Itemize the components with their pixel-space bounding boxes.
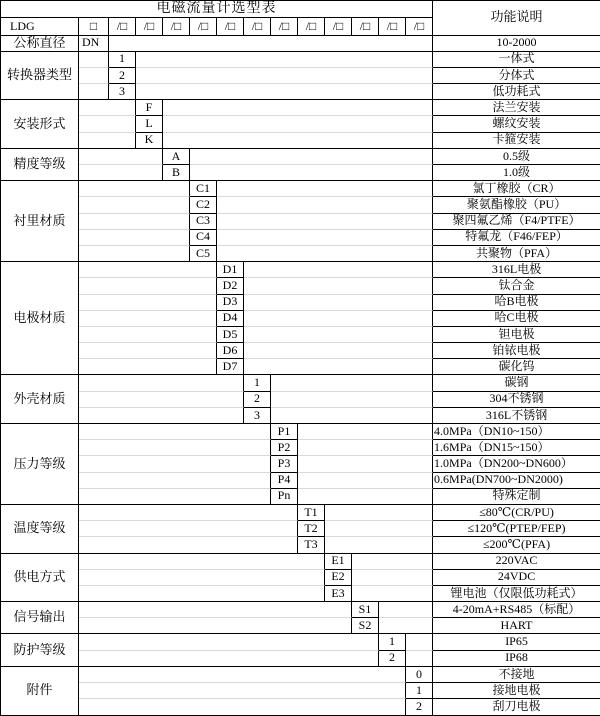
- empty-cell: [325, 537, 433, 553]
- code-cell: D7: [217, 359, 244, 375]
- description-cell: 聚氨酯橡胶（PU）: [433, 197, 600, 213]
- description-cell: 铂铱电极: [433, 343, 600, 359]
- empty-cell: [325, 505, 433, 521]
- empty-cell: [271, 408, 433, 424]
- code-cell: 3: [244, 408, 271, 424]
- description-cell: 低功耗式: [433, 84, 600, 100]
- empty-cell: [79, 295, 217, 311]
- group-label: 压力等级: [1, 424, 79, 505]
- description-cell: 聚四氟乙烯（F4/PTFE）: [433, 214, 600, 230]
- group-label: 安装形式: [1, 100, 79, 149]
- code-cell: C4: [190, 230, 217, 246]
- description-cell: 钛合金: [433, 278, 600, 294]
- empty-cell: [136, 84, 433, 100]
- code-cell: P4: [271, 473, 298, 489]
- description-cell: 哈B电极: [433, 295, 600, 311]
- code-cell: S2: [352, 618, 379, 634]
- empty-cell: [79, 602, 352, 618]
- description-cell: 碳钢: [433, 375, 600, 391]
- code-cell: B: [163, 165, 190, 181]
- model-slot: /□: [136, 18, 163, 35]
- empty-cell: [79, 424, 271, 440]
- empty-cell: [244, 295, 433, 311]
- code-cell: 0: [406, 667, 433, 683]
- empty-cell: [79, 489, 271, 505]
- description-cell: 接地电极: [433, 683, 600, 699]
- description-cell: ≤120℃(PTEP/FEP): [433, 521, 600, 537]
- code-cell: E1: [325, 554, 352, 570]
- empty-cell: [244, 311, 433, 327]
- description-cell: 一体式: [433, 52, 600, 68]
- empty-cell: [298, 473, 433, 489]
- empty-cell: [79, 408, 244, 424]
- description-cell: 10-2000: [433, 36, 600, 52]
- model-slot: /□: [352, 18, 379, 35]
- empty-cell: [79, 554, 325, 570]
- description-cell: 不接地: [433, 667, 600, 683]
- empty-cell: [79, 683, 406, 699]
- empty-cell: [79, 149, 163, 165]
- model-slot: /□: [406, 18, 433, 35]
- model-slot: /□: [271, 18, 298, 35]
- empty-cell: [271, 392, 433, 408]
- group-label: 附件: [1, 667, 79, 716]
- empty-cell: [79, 311, 217, 327]
- description-cell: 分体式: [433, 68, 600, 84]
- empty-cell: [379, 602, 433, 618]
- code-cell: K: [136, 133, 163, 149]
- empty-cell: [79, 440, 271, 456]
- empty-cell: [79, 84, 109, 100]
- description-cell: 24VDC: [433, 570, 600, 586]
- empty-cell: [379, 618, 433, 634]
- group-label: 电极材质: [1, 262, 79, 375]
- empty-cell: [217, 246, 433, 262]
- empty-cell: [79, 230, 190, 246]
- code-cell: 2: [379, 651, 406, 667]
- code-cell: D2: [217, 278, 244, 294]
- code-cell: 1: [379, 634, 406, 650]
- description-cell: 1.6MPa（DN15~150）: [433, 440, 600, 456]
- model-slot: /□: [163, 18, 190, 35]
- group-label: 供电方式: [1, 554, 79, 603]
- empty-cell: [109, 36, 433, 52]
- empty-cell: [79, 473, 271, 489]
- table-title: 电磁流量计选型表: [1, 1, 433, 18]
- empty-cell: [244, 262, 433, 278]
- group-label: 外壳材质: [1, 375, 79, 424]
- description-cell: 氯丁橡胶（CR）: [433, 181, 600, 197]
- empty-cell: [79, 651, 379, 667]
- empty-cell: [352, 570, 433, 586]
- empty-cell: [136, 52, 433, 68]
- code-cell: L: [136, 116, 163, 132]
- description-cell: 0.5级: [433, 149, 600, 165]
- description-cell: 法兰安装: [433, 100, 600, 116]
- description-cell: 4-20mA+RS485（标配）: [433, 602, 600, 618]
- empty-cell: [406, 634, 433, 650]
- group-label: 衬里材质: [1, 181, 79, 262]
- group-label: 防护等级: [1, 634, 79, 666]
- code-cell: C3: [190, 214, 217, 230]
- description-cell: 304不锈钢: [433, 392, 600, 408]
- empty-cell: [298, 424, 433, 440]
- empty-cell: [79, 505, 298, 521]
- empty-cell: [79, 68, 109, 84]
- empty-cell: [79, 52, 109, 68]
- empty-cell: [79, 327, 217, 343]
- empty-cell: [217, 197, 433, 213]
- code-cell: 1: [109, 52, 136, 68]
- description-cell: 特氟龙（F46/FEP）: [433, 230, 600, 246]
- code-cell: C5: [190, 246, 217, 262]
- model-slot: /□: [190, 18, 217, 35]
- description-cell: 1.0级: [433, 165, 600, 181]
- empty-cell: [79, 634, 379, 650]
- code-cell: 2: [406, 699, 433, 716]
- code-cell: P2: [271, 440, 298, 456]
- code-cell: D6: [217, 343, 244, 359]
- model-slot: /□: [109, 18, 136, 35]
- code-cell: A: [163, 149, 190, 165]
- code-cell: T1: [298, 505, 325, 521]
- code-cell: D3: [217, 295, 244, 311]
- code-cell: 1: [406, 683, 433, 699]
- code-cell: 3: [109, 84, 136, 100]
- group-label: 温度等级: [1, 505, 79, 554]
- code-cell: T2: [298, 521, 325, 537]
- empty-cell: [79, 570, 325, 586]
- code-cell: DN: [79, 36, 109, 52]
- empty-cell: [79, 456, 271, 472]
- empty-cell: [79, 100, 136, 116]
- description-cell: IP65: [433, 634, 600, 650]
- empty-cell: [79, 521, 298, 537]
- empty-cell: [79, 667, 406, 683]
- empty-cell: [244, 278, 433, 294]
- model-box: □: [79, 18, 109, 35]
- empty-cell: [79, 699, 406, 716]
- code-cell: E3: [325, 586, 352, 602]
- description-cell: 刮刀电极: [433, 699, 600, 716]
- description-cell: 钽电极: [433, 327, 600, 343]
- empty-cell: [244, 359, 433, 375]
- empty-cell: [298, 456, 433, 472]
- description-cell: 4.0MPa（DN10~150）: [433, 424, 600, 440]
- description-cell: 316L不锈钢: [433, 408, 600, 424]
- empty-cell: [79, 375, 244, 391]
- empty-cell: [244, 327, 433, 343]
- description-cell: HART: [433, 618, 600, 634]
- empty-cell: [217, 230, 433, 246]
- empty-cell: [79, 343, 217, 359]
- description-cell: 碳化钨: [433, 359, 600, 375]
- empty-cell: [79, 116, 136, 132]
- code-cell: P1: [271, 424, 298, 440]
- empty-cell: [79, 181, 190, 197]
- empty-cell: [298, 440, 433, 456]
- empty-cell: [79, 537, 298, 553]
- description-cell: 螺纹安装: [433, 116, 600, 132]
- code-cell: D4: [217, 311, 244, 327]
- code-cell: 2: [109, 68, 136, 84]
- description-cell: 1.0MPa（DN200~DN600）: [433, 456, 600, 472]
- empty-cell: [163, 100, 433, 116]
- empty-cell: [79, 392, 244, 408]
- model-slot: /□: [244, 18, 271, 35]
- code-cell: C1: [190, 181, 217, 197]
- description-cell: IP68: [433, 651, 600, 667]
- code-cell: 2: [244, 392, 271, 408]
- description-cell: 哈C电极: [433, 311, 600, 327]
- empty-cell: [79, 278, 217, 294]
- empty-cell: [352, 586, 433, 602]
- description-cell: 特殊定制: [433, 489, 600, 505]
- empty-cell: [79, 262, 217, 278]
- description-cell: 316L电极: [433, 262, 600, 278]
- code-cell: P3: [271, 456, 298, 472]
- code-cell: T3: [298, 537, 325, 553]
- empty-cell: [217, 181, 433, 197]
- empty-cell: [325, 521, 433, 537]
- code-cell: D5: [217, 327, 244, 343]
- group-label: 公称直径: [1, 36, 79, 52]
- empty-cell: [79, 197, 190, 213]
- empty-cell: [79, 133, 136, 149]
- empty-cell: [352, 554, 433, 570]
- code-cell: F: [136, 100, 163, 116]
- empty-cell: [298, 489, 433, 505]
- selection-table-body: [1, 1, 600, 716]
- description-cell: 锂电池（仅限低功耗式）: [433, 586, 600, 602]
- model-prefix: LDG: [1, 18, 79, 35]
- group-label: 精度等级: [1, 149, 79, 181]
- code-cell: C2: [190, 197, 217, 213]
- description-cell: ≤200℃(PFA): [433, 537, 600, 553]
- empty-cell: [79, 586, 325, 602]
- model-slot: /□: [379, 18, 406, 35]
- code-cell: D1: [217, 262, 244, 278]
- empty-cell: [79, 246, 190, 262]
- empty-cell: [244, 343, 433, 359]
- code-cell: S1: [352, 602, 379, 618]
- model-slot: /□: [298, 18, 325, 35]
- code-cell: 1: [244, 375, 271, 391]
- empty-cell: [217, 214, 433, 230]
- empty-cell: [79, 618, 352, 634]
- code-cell: E2: [325, 570, 352, 586]
- description-cell: 220VAC: [433, 554, 600, 570]
- empty-cell: [190, 165, 433, 181]
- function-header: 功能说明: [433, 1, 600, 36]
- description-cell: 卡箍安装: [433, 133, 600, 149]
- description-cell: 共聚物（PFA）: [433, 246, 600, 262]
- code-cell: Pn: [271, 489, 298, 505]
- group-label: 转换器类型: [1, 52, 79, 101]
- empty-cell: [271, 375, 433, 391]
- group-label: 信号输出: [1, 602, 79, 634]
- empty-cell: [406, 651, 433, 667]
- description-cell: ≤80℃(CR/PU): [433, 505, 600, 521]
- empty-cell: [79, 165, 163, 181]
- model-slot: /□: [325, 18, 352, 35]
- empty-cell: [163, 116, 433, 132]
- empty-cell: [163, 133, 433, 149]
- empty-cell: [136, 68, 433, 84]
- empty-cell: [79, 214, 190, 230]
- model-slot: /□: [217, 18, 244, 35]
- empty-cell: [190, 149, 433, 165]
- description-cell: 0.6MPa(DN700~DN2000): [433, 473, 600, 489]
- empty-cell: [79, 359, 217, 375]
